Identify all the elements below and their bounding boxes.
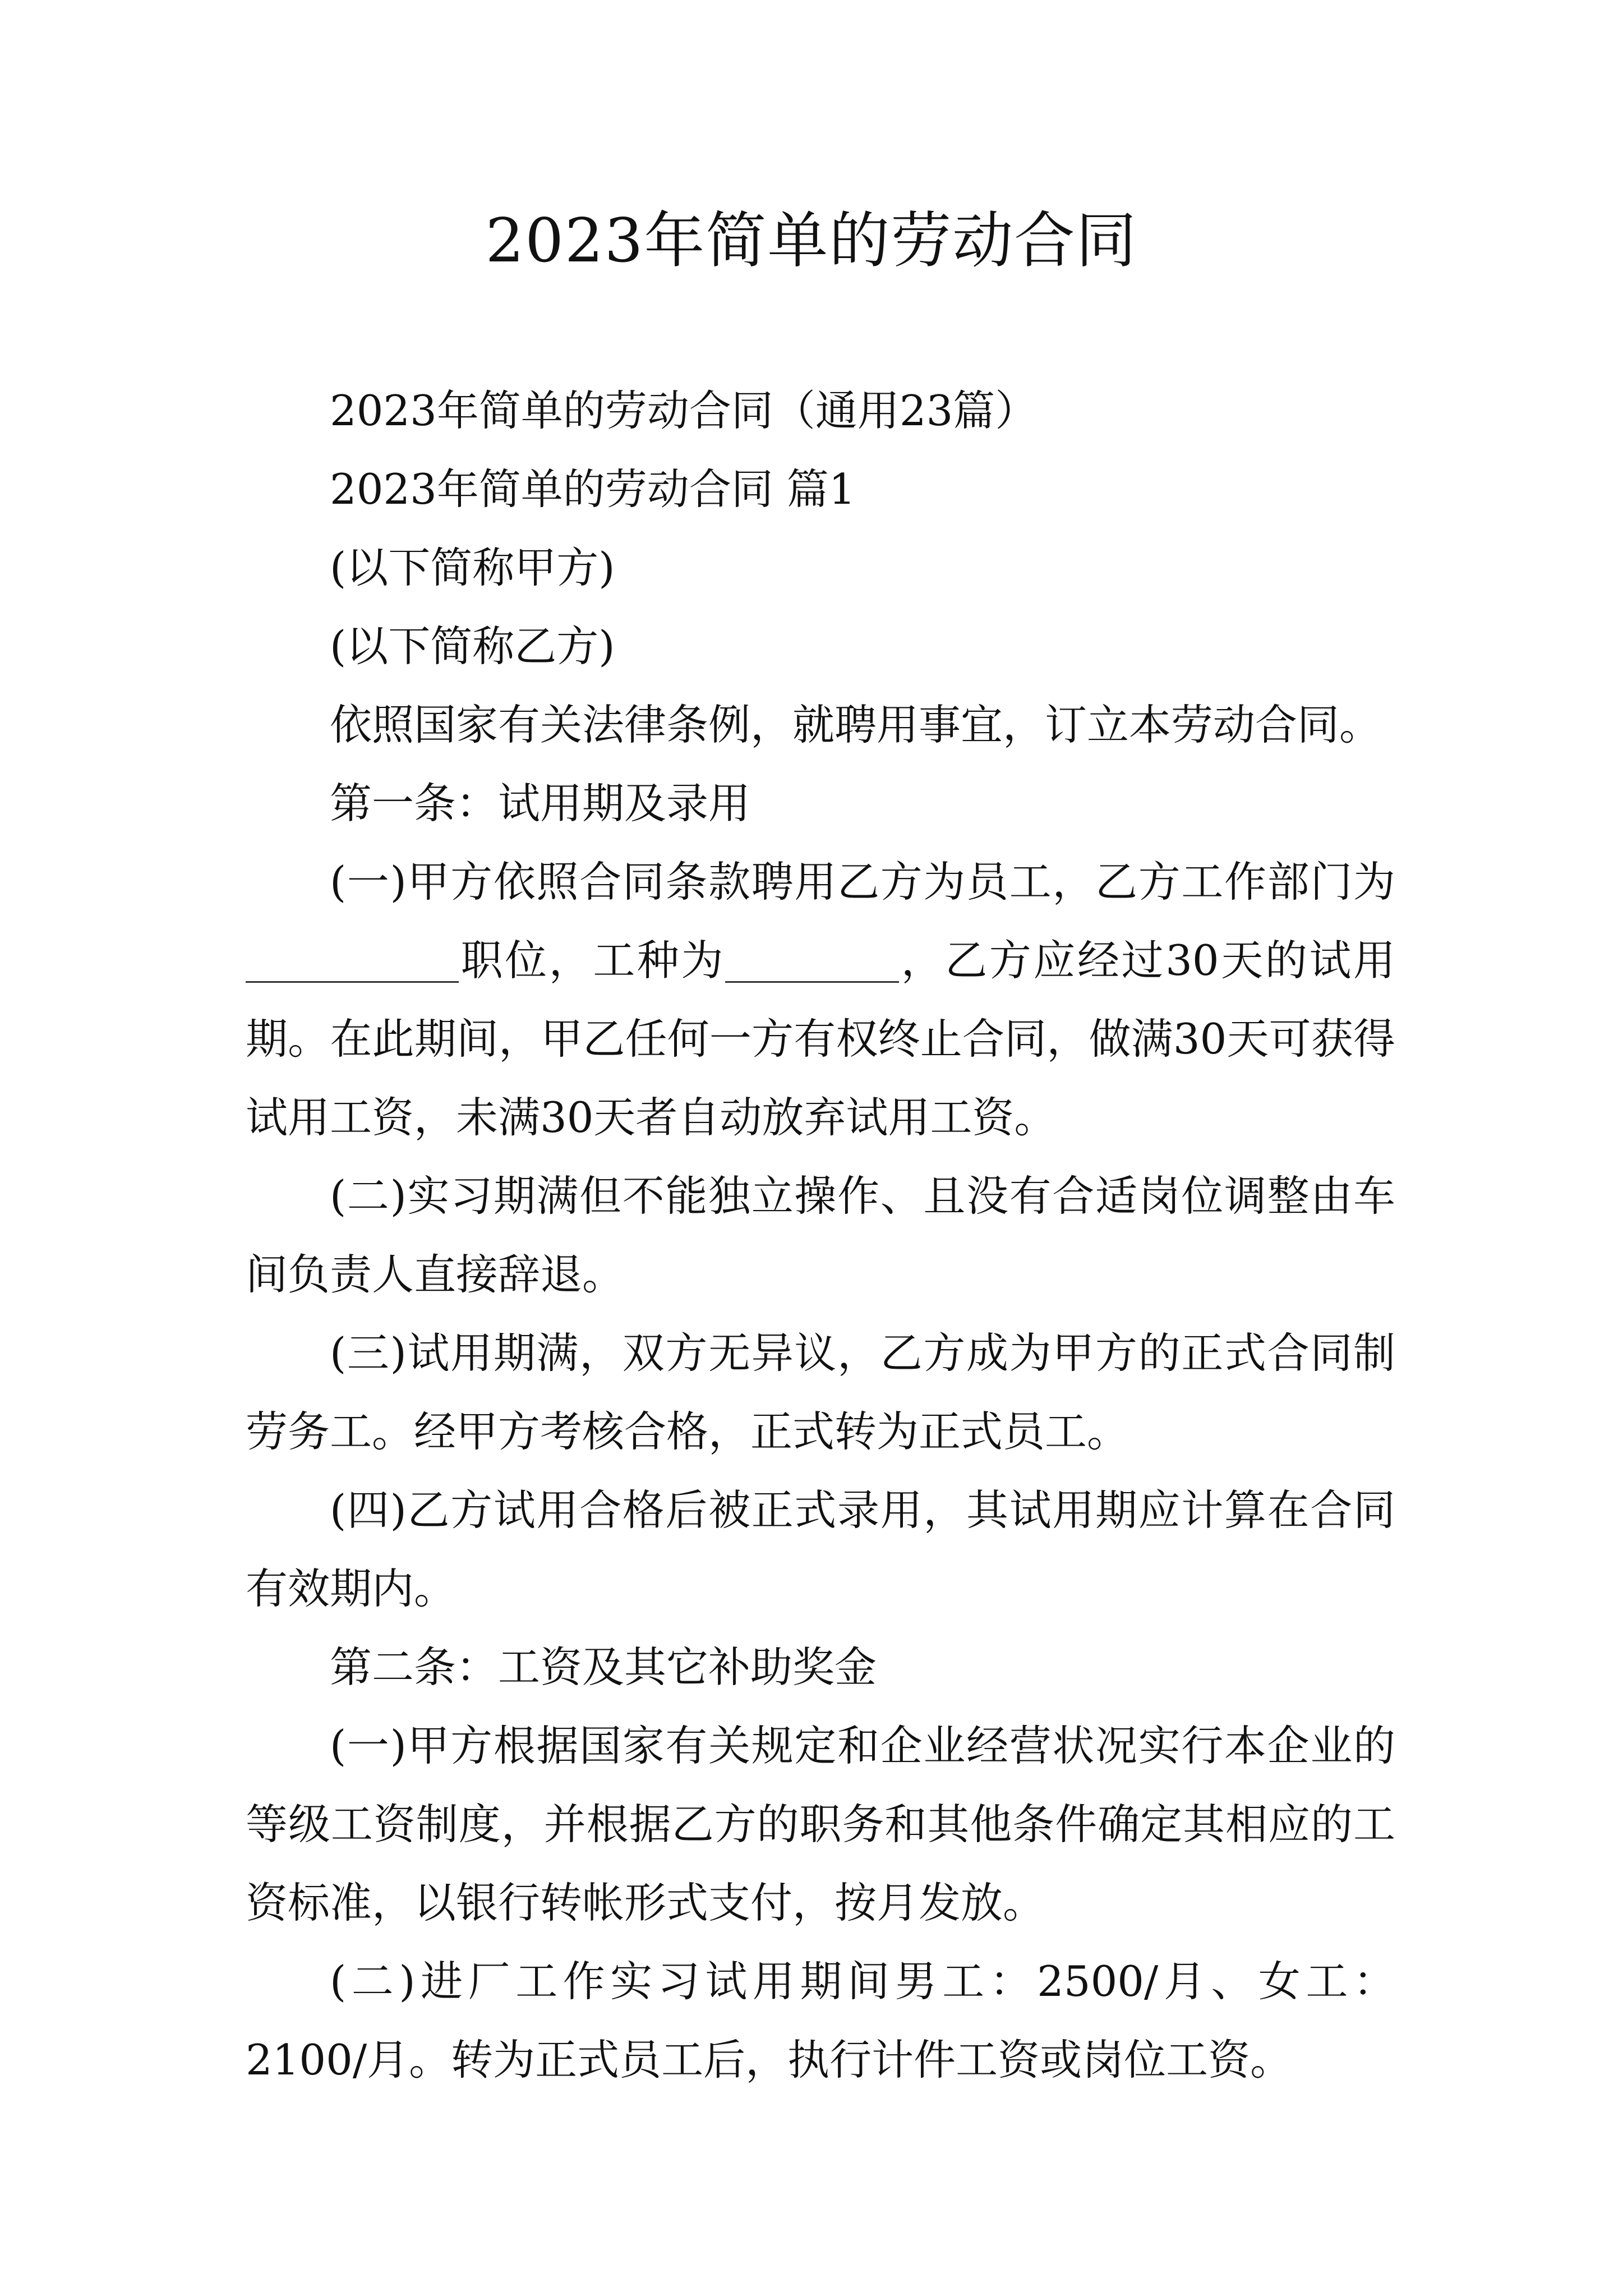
- document-subtitle: 2023年简单的劳动合同（通用23篇）: [330, 386, 1038, 435]
- article-heading: 第一条：试用期及录用: [330, 779, 751, 828]
- party-b-line: (以下简称乙方): [330, 622, 615, 671]
- clause-text: ，乙方应经过30天的试用期。在此期间，甲乙任何一方有权终止合同，做满30天可获得试用工资，未满30天者自动放弃试用工资。: [246, 936, 1395, 1142]
- department-blank[interactable]: [246, 939, 459, 983]
- clause-paragraph: (二)实习期满但不能独立操作、且没有合适岗位调整由车间负责人直接辞退。: [246, 1171, 1395, 1299]
- clause-paragraph: (二)进厂工作实习试用期间男工：2500/月、女工：2100/月。转为正式员工后，执行计件工资或岗位工资。: [246, 1957, 1395, 2085]
- clause-paragraph: (一)甲方根据国家有关规定和企业经营状况实行本企业的等级工资制度，并根据乙方的职务和其他条件确定其相应的工资标准，以银行转帐形式支付，按月发放。: [246, 1721, 1395, 1927]
- clause-text: 职位，工种为: [459, 936, 726, 985]
- document-body: [246, 371, 1395, 2099]
- clause-paragraph: [246, 843, 1395, 1157]
- job-type-blank[interactable]: [725, 939, 899, 983]
- clause-text: (一)甲方依照合同条款聘用乙方为员工，乙方工作部门为: [330, 857, 1395, 907]
- document-title: 2023年简单的劳动合同: [485, 206, 1138, 276]
- article-heading: 第二条：工资及其它补助奖金: [330, 1642, 877, 1692]
- section-heading: 2023年简单的劳动合同 篇1: [330, 464, 856, 514]
- clause-paragraph: (四)乙方试用合格后被正式录用，其试用期应计算在合同有效期内。: [246, 1485, 1395, 1613]
- party-a-line: (以下简称甲方): [330, 543, 615, 592]
- intro-paragraph: 依照国家有关法律条例，就聘用事宜，订立本劳动合同。: [330, 700, 1382, 749]
- clause-paragraph: (三)试用期满，双方无异议，乙方成为甲方的正式合同制劳务工。经甲方考核合格，正式转为正式员工。: [246, 1328, 1395, 1456]
